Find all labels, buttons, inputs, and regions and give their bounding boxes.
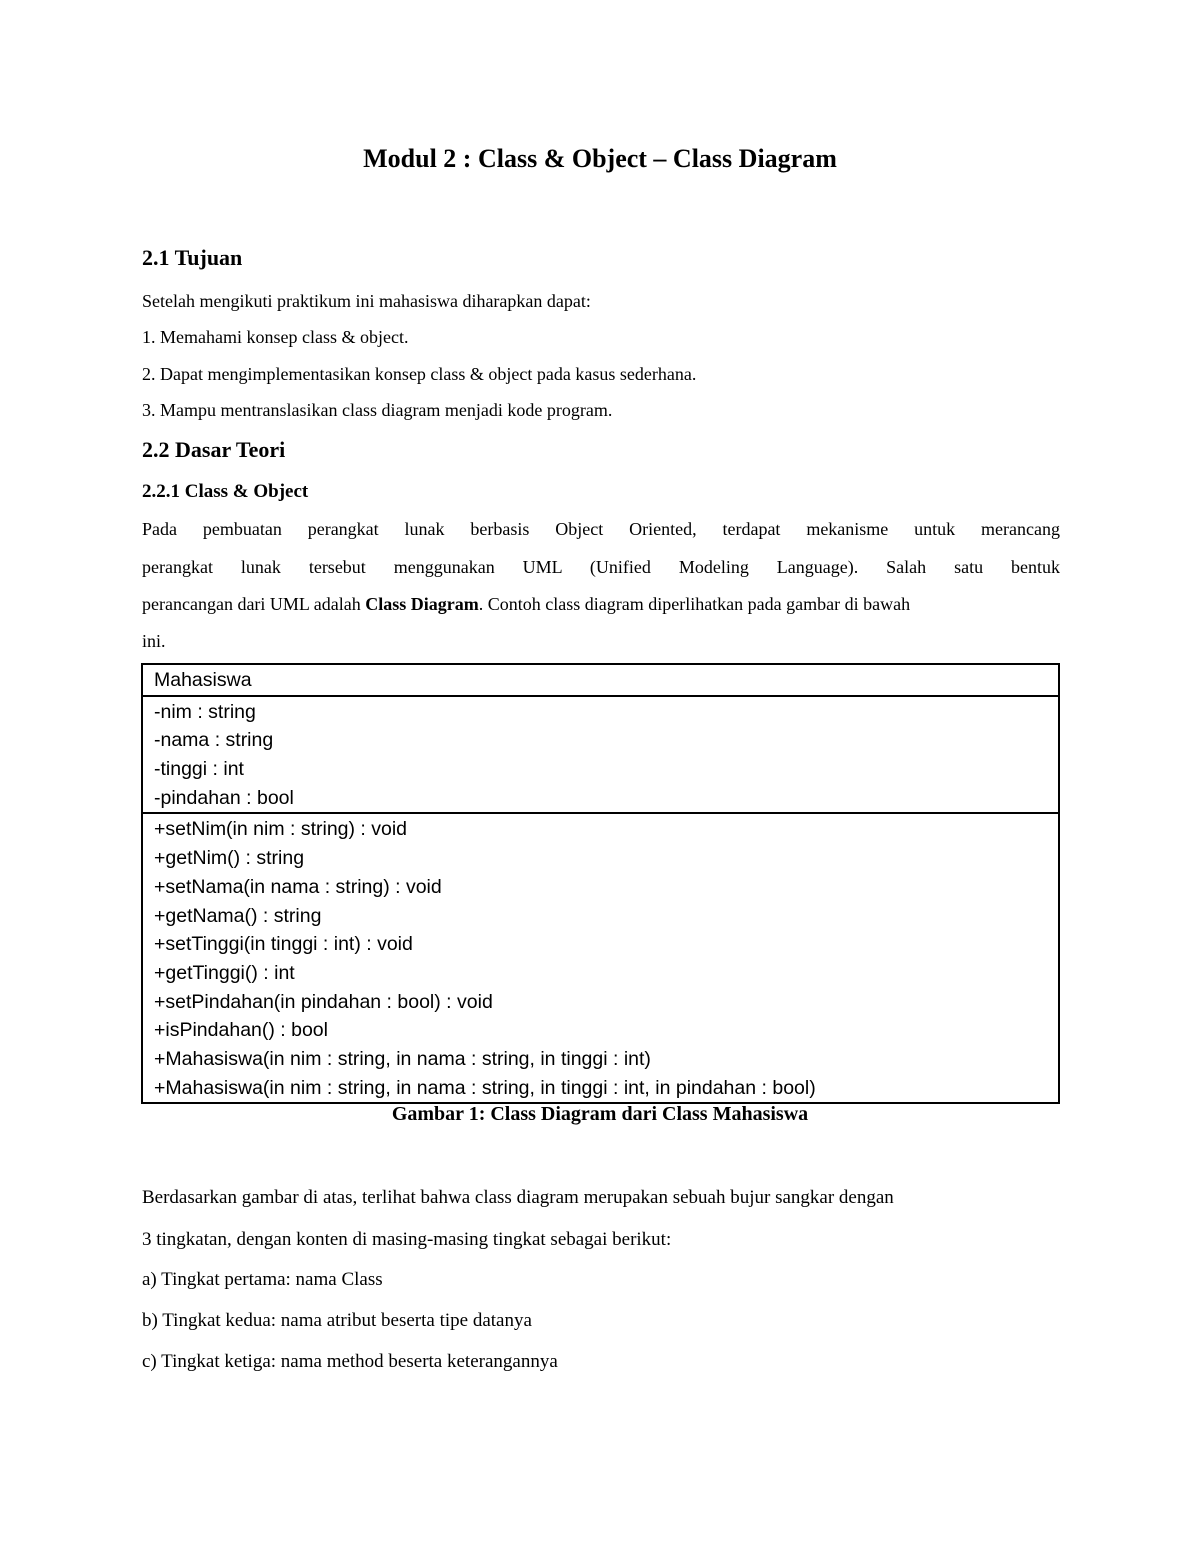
paragraph-line: perangkat lunak tersebut menggunakan UML (Unified Modeling Language). Salah satu bentuk — [142, 557, 1060, 577]
uml-method: +setPindahan(in pindahan : bool) : void — [154, 990, 493, 1013]
heading-dasar-teori: 2.2 Dasar Teori — [142, 437, 286, 462]
uml-attribute: -nama : string — [154, 729, 274, 752]
paragraph-bold-term: Class Diagram — [365, 594, 479, 614]
uml-method: +setTinggi(in tinggi : int) : void — [154, 933, 413, 956]
paragraph-text: perancangan dari UML adalah — [142, 594, 366, 614]
explanation-item: a) Tingkat pertama: nama Class — [142, 1269, 383, 1290]
uml-attribute: -nim : string — [154, 700, 256, 723]
uml-class-diagram — [141, 663, 1060, 1104]
uml-method: +setNim(in nim : string) : void — [154, 818, 408, 841]
explanation-line: Berdasarkan gambar di atas, terlihat bahwa class diagram merupakan sebuah bujur sangkar dengan — [142, 1187, 894, 1208]
tujuan-item: 3. Mampu mentranslasikan class diagram menjadi kode program. — [142, 400, 613, 420]
explanation-line: 3 tingkatan, dengan konten di masing-masing tingkat sebagai berikut: — [142, 1229, 672, 1250]
page-title: Modul 2 : Class & Object – Class Diagram — [363, 144, 837, 173]
uml-class-name: Mahasiswa — [154, 669, 252, 691]
uml-method: +getNama() : string — [154, 904, 322, 927]
uml-class-name-section — [143, 665, 1058, 695]
paragraph-text: . Contoh class diagram diperlihatkan pada gambar di bawah — [478, 594, 911, 614]
paragraph-line — [142, 592, 1060, 616]
uml-method: +getTinggi() : int — [154, 961, 295, 984]
subheading-class-object: 2.2.1 Class & Object — [142, 481, 309, 502]
uml-attribute: -tinggi : int — [154, 758, 244, 781]
uml-method: +setNama(in nama : string) : void — [154, 875, 442, 898]
tujuan-item: 1. Memahami konsep class & object. — [142, 327, 409, 347]
uml-attribute: -pindahan : bool — [154, 786, 294, 809]
uml-methods-section — [143, 812, 1058, 1102]
explanation-item: b) Tingkat kedua: nama atribut beserta tipe datanya — [142, 1310, 532, 1331]
heading-tujuan: 2.1 Tujuan — [142, 245, 243, 270]
tujuan-intro: Setelah mengikuti praktikum ini mahasiswa diharapkan dapat: — [142, 291, 591, 311]
explanation-item: c) Tingkat ketiga: nama method beserta keterangannya — [142, 1351, 558, 1372]
paragraph-line: ini. — [142, 631, 166, 651]
uml-method: +Mahasiswa(in nim : string, in nama : string, in tinggi : int) — [154, 1047, 651, 1070]
uml-method: +getNim() : string — [154, 847, 305, 870]
figure-caption: Gambar 1: Class Diagram dari Class Mahasiswa — [391, 1103, 809, 1125]
paragraph-line: Pada pembuatan perangkat lunak berbasis Object Oriented, terdapat mekanisme untuk merancang — [142, 519, 1060, 539]
uml-method: +Mahasiswa(in nim : string, in nama : string, in tinggi : int, in pindahan : bool) — [154, 1076, 816, 1099]
uml-attributes-section — [143, 695, 1058, 813]
tujuan-item: 2. Dapat mengimplementasikan konsep class & object pada kasus sederhana. — [142, 364, 697, 384]
uml-method: +isPindahan() : bool — [154, 1019, 328, 1042]
